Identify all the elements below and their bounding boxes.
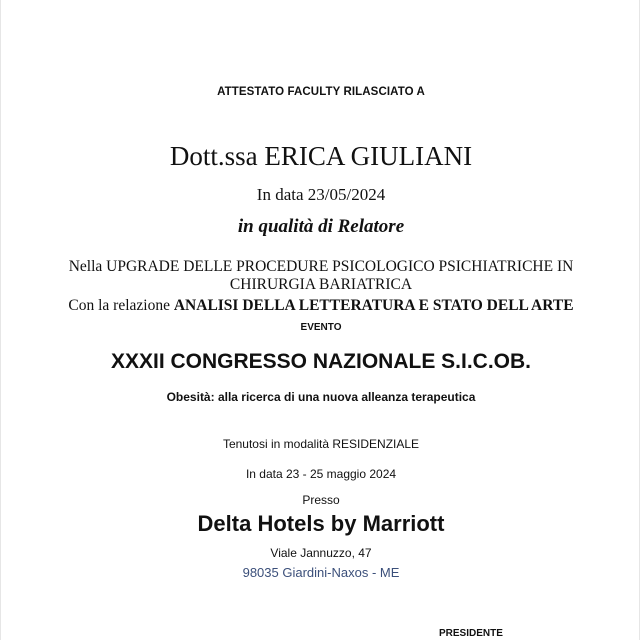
event-mode: Tenutosi in modalità RESIDENZIALE xyxy=(222,437,420,451)
talk-line xyxy=(1,297,640,315)
talk-title: ANALISI DELLA LETTERATURA E STATO DELL ARTE xyxy=(173,297,574,314)
venue-at-label: Presso xyxy=(302,493,340,507)
course-title-line-1: Nella UPGRADE DELLE PROCEDURE PSICOLOGICO PSICHIATRICHE IN xyxy=(68,258,574,275)
president-signature-label: PRESIDENTE xyxy=(439,628,503,639)
venue-city-link[interactable]: 98035 Giardini-Naxos - ME xyxy=(242,565,400,580)
recipient-name: Dott.ssa ERICA GIULIANI xyxy=(169,141,473,171)
talk-prefix: Con la relazione xyxy=(68,297,174,314)
venue-name: Delta Hotels by Marriott xyxy=(197,511,445,536)
certificate-heading: ATTESTATO FACULTY RILASCIATO A xyxy=(217,86,425,98)
role-line: in qualità di Relatore xyxy=(237,216,405,237)
congress-title: XXXII CONGRESSO NAZIONALE S.I.C.OB. xyxy=(110,350,532,373)
venue-street: Viale Jannuzzo, 47 xyxy=(270,546,372,560)
event-label: EVENTO xyxy=(300,322,342,333)
issue-date: In data 23/05/2024 xyxy=(256,185,386,204)
course-title-line-2: CHIRURGIA BARIATRICA xyxy=(229,276,413,293)
congress-subtitle: Obesità: alla ricerca di una nuova alleanza terapeutica xyxy=(166,390,476,404)
event-dates: In data 23 - 25 maggio 2024 xyxy=(245,467,397,481)
